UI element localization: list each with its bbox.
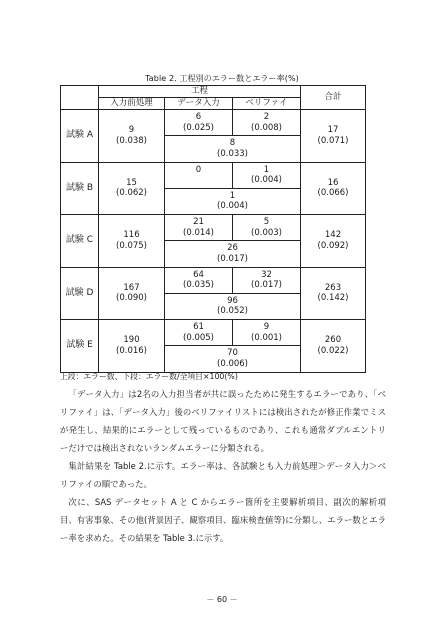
total-count: 263 — [324, 282, 342, 293]
verify-count: 2 — [263, 112, 270, 122]
preinput-rate: (0.075) — [116, 240, 147, 251]
combined-count: 96 — [227, 295, 238, 306]
datainput-cell — [165, 267, 233, 293]
verify-cell — [233, 320, 301, 346]
total-count: 16 — [327, 177, 339, 188]
combined-cell — [165, 188, 301, 214]
total-cell — [301, 267, 366, 320]
total-rate: (0.092) — [317, 240, 349, 251]
preinput-header: 入力前処理 — [99, 98, 165, 110]
total-rate: (0.071) — [317, 135, 349, 146]
total-count: 142 — [324, 230, 342, 241]
preinput-rate: (0.038) — [116, 135, 147, 146]
datainput-rate: (0.035) — [183, 280, 214, 291]
verify-rate: (0.004) — [251, 175, 282, 186]
total-count: 17 — [327, 125, 339, 136]
preinput-rate: (0.090) — [116, 293, 147, 304]
preinput-cell — [99, 215, 165, 268]
verify-cell — [233, 215, 301, 241]
datainput-count: 0 — [195, 164, 202, 175]
preinput-cell — [99, 162, 165, 215]
combined-cell — [165, 346, 301, 372]
datainput-cell — [165, 215, 233, 241]
verify-cell — [233, 267, 301, 293]
verify-header: ベリファイ — [233, 98, 301, 110]
combined-count: 26 — [227, 243, 238, 254]
row-label: 試験 B — [61, 162, 99, 215]
page-number: － 60 － — [206, 595, 238, 604]
datainput-count: 61 — [193, 322, 204, 332]
datainput-header: データ入力 — [165, 98, 233, 110]
preinput-cell — [99, 110, 165, 163]
preinput-cell — [99, 320, 165, 373]
total-rate: (0.142) — [317, 293, 349, 304]
error-table — [60, 85, 366, 373]
row-label: 試験 C — [61, 215, 99, 268]
total-cell — [301, 215, 366, 268]
table-caption: Table 2. 工程別のエラー数とエラー率(%) — [145, 74, 299, 83]
total-header: 合計 — [301, 86, 366, 110]
verify-count: 5 — [263, 217, 270, 227]
row-label: 試験 A — [61, 110, 99, 163]
verify-rate: (0.008) — [251, 122, 282, 133]
row-label: 試験 E — [61, 320, 99, 373]
datainput-cell — [165, 162, 233, 188]
datainput-cell — [165, 320, 233, 346]
paragraph: 次に、SAS データセット A と C からエラー箇所を主要解析項目、副次的解析項目、有害事象、その他(背景因子、観察項目、臨床検査値等)に分類し、エラー数とエラー率を求めた。その結果を Table 3.に示す。 — [60, 497, 386, 543]
verify-count: 32 — [261, 269, 272, 280]
preinput-rate: (0.062) — [116, 188, 147, 199]
combined-cell — [165, 293, 301, 319]
paragraph: 集計結果を Table 2.に示す。エラー率は、各試験とも入力前処理＞データ入力＞ベリファイの順であった。 — [60, 461, 386, 489]
total-count: 260 — [324, 335, 342, 346]
preinput-count: 116 — [123, 230, 140, 241]
datainput-count: 6 — [195, 112, 202, 122]
corner-header-cell — [61, 86, 99, 110]
body-text — [60, 385, 386, 547]
combined-count: 8 — [229, 138, 236, 149]
preinput-count: 9 — [128, 125, 135, 136]
combined-count: 70 — [227, 348, 238, 359]
combined-rate: (0.017) — [217, 253, 248, 264]
datainput-rate: (0.025) — [183, 122, 214, 133]
total-rate: (0.066) — [317, 188, 349, 199]
datainput-rate: (0.005) — [183, 332, 214, 343]
datainput-count: 64 — [193, 269, 204, 280]
preinput-rate: (0.016) — [116, 345, 147, 356]
combined-rate: (0.052) — [217, 306, 248, 317]
table-row — [61, 162, 366, 188]
total-cell — [301, 320, 366, 373]
verify-count: 9 — [263, 322, 270, 332]
combined-rate: (0.004) — [217, 201, 248, 212]
verify-cell — [233, 162, 301, 188]
paragraph: 「データ入力」は2名の入力担当者が共に誤ったために発生するエラーであり、「ベリファイ」は、「データ入力」後のベリファイリストには検出されたが修正作業でミスが発生し、結果的にエラーとして残っているものであり、これも通常ダブルエントリーだけでは検出されないランダムエラーに分類される。 — [60, 389, 386, 453]
combined-rate: (0.033) — [217, 148, 248, 159]
verify-rate: (0.017) — [251, 280, 282, 291]
datainput-rate: (0.014) — [183, 227, 214, 238]
table-row — [61, 267, 366, 293]
total-cell — [301, 110, 366, 163]
process-header: 工程 — [99, 86, 301, 98]
verify-rate: (0.001) — [251, 332, 282, 343]
preinput-cell — [99, 267, 165, 320]
table-row — [61, 320, 366, 346]
total-rate: (0.022) — [317, 345, 349, 356]
total-cell — [301, 162, 366, 215]
datainput-count: 21 — [193, 217, 204, 227]
preinput-count: 190 — [123, 335, 140, 346]
combined-cell — [165, 241, 301, 267]
table-note: 上段：エラー数、下段：エラー数/全項目×100(%) — [60, 372, 238, 381]
table-row — [61, 215, 366, 241]
table-row — [61, 110, 366, 136]
preinput-count: 15 — [126, 177, 137, 188]
row-label: 試験 D — [61, 267, 99, 320]
verify-count: 1 — [263, 164, 270, 175]
combined-rate: (0.006) — [217, 358, 248, 369]
combined-count: 1 — [229, 190, 236, 201]
combined-cell — [165, 136, 301, 162]
verify-rate: (0.003) — [251, 227, 282, 238]
verify-cell — [233, 110, 301, 136]
preinput-count: 167 — [123, 282, 140, 293]
datainput-rate — [165, 175, 232, 186]
datainput-cell — [165, 110, 233, 136]
